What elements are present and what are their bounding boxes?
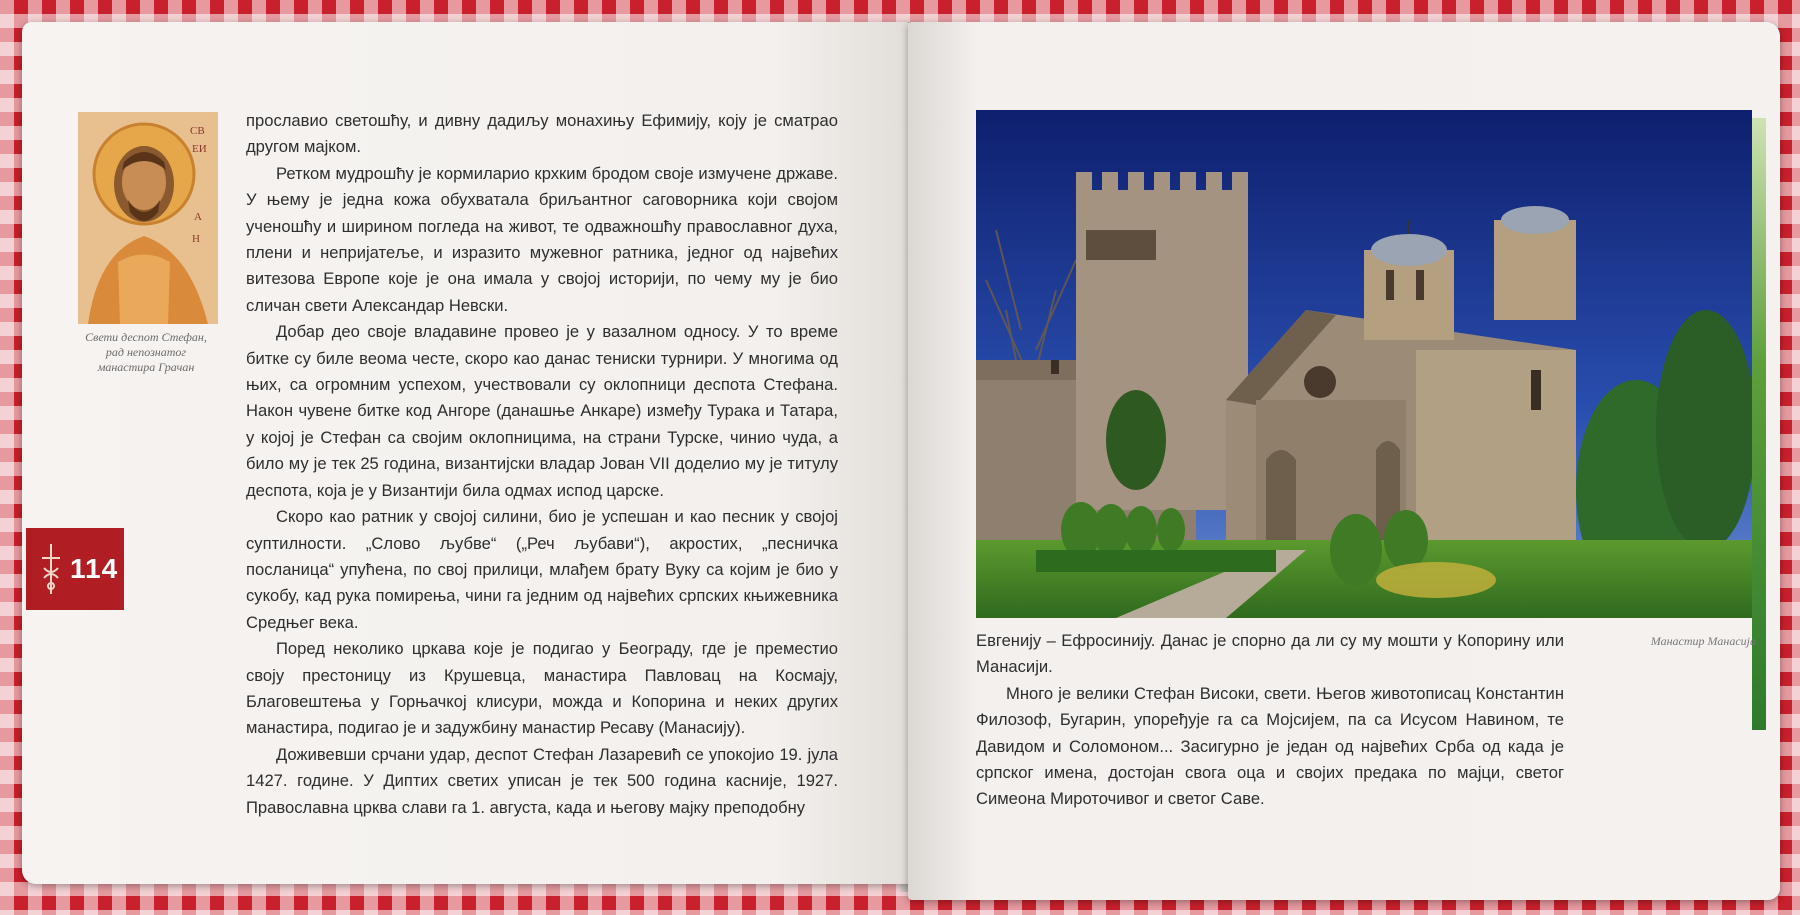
paragraph: прославио светошћу, и дивну дадиљу монахињу Ефимију, коју је сматрао другом мајком. — [246, 111, 838, 157]
paragraph: Поред неколико цркава које је подигао у Београду, где је преместио своју престоницу из Крушевца, манастира Павловац на Космају, Благовештења у Горњачкој клисури, можда и Копорина и неких других манастира, подигао је и задужбину манастир Ресаву (Манасију). — [246, 639, 838, 738]
svg-text:ЕИ: ЕИ — [192, 143, 207, 155]
icon-caption-line: рад непознатог — [105, 345, 187, 359]
paragraph: Евгенију – Ефросинију. Данас је спорно да ли су му мошти у Копорину или Манасији. — [976, 631, 1564, 677]
icon-caption-line: Свети деспот Стефан, — [85, 330, 207, 344]
right-body-text — [976, 628, 1564, 813]
monastery-photo — [976, 110, 1752, 618]
svg-text:А: А — [194, 211, 202, 223]
saint-icon-image — [78, 112, 218, 324]
paragraph: Много је велики Стефан Високи, свети. Његов животописац Константин Филозоф, Бугарин, упоређује га са Мојсијем, па са Исусом Навином, те Давидом и Соломоном... Засигурно је један од највећих Срба од када је српског имена, достојан свога оца и својих предака по мајци, светог Симеона Мироточивог и светог Саве. — [976, 683, 1564, 809]
paragraph: Скоро као ратник у својој силини, био је успешан и као песник у својој суптилности. „Слово љубве“ („Реч љубави“), акростих, „песничка посланица“ упућена, по свој прилици, млађем брату Вуку са којим је био у сукобу, кад рука помирења, чини га једним од највећих српских књижевника Средњег века. — [246, 507, 838, 632]
paragraph: Ретком мудрошћу је кормиларио крхким бродом своје измучене државе. У њему је једна кожа обухватала бриљантног саговорника који својом ученошћу и ширином погледа на живот, те одважношћу православног духа, плени и непријатеље, и изразито мужевног ратника, једног од највећих витезова Европе које је она имала у својој историји, по чему му је био сличан свети Александар Невски. — [246, 163, 838, 315]
photo-caption: Манастир Манасија — [1650, 634, 1756, 648]
page-number-tab — [26, 528, 124, 610]
cross-ornament-icon — [38, 542, 64, 596]
paragraph: Добар део своје владавине провео је у вазалном односу. У то време битке су биле веома честе, скоро као данас тениски турнири. У многима од њих, са огромним успехом, учествовали су оклопници деспота Стефана. Након чувене битке код Ангоре (данашње Анкаре) између Турака и Татара, у којој је Стефан са својим оклопницима, на страни Турске, чинио чуда, а било му је тек 25 година, византијски владар Јован VII доделио му је титулу деспота, која је у Византији била одмах испод царске. — [246, 322, 838, 500]
left-body-text — [246, 108, 838, 821]
icon-caption-line: манастира Грачан — [97, 360, 195, 374]
icon-caption — [66, 330, 226, 375]
paragraph: Доживевши срчани удар, деспот Стефан Лазаревић се упокојио 19. јула 1427. године. У Диптих светих уписан је тек 500 година касније, 1927. Православна црква слави га 1. августа, када и његову мајку преподобну — [246, 744, 838, 817]
svg-text:Н: Н — [192, 233, 200, 245]
svg-text:СВ: СВ — [190, 125, 205, 137]
page-number: 114 — [70, 553, 119, 584]
